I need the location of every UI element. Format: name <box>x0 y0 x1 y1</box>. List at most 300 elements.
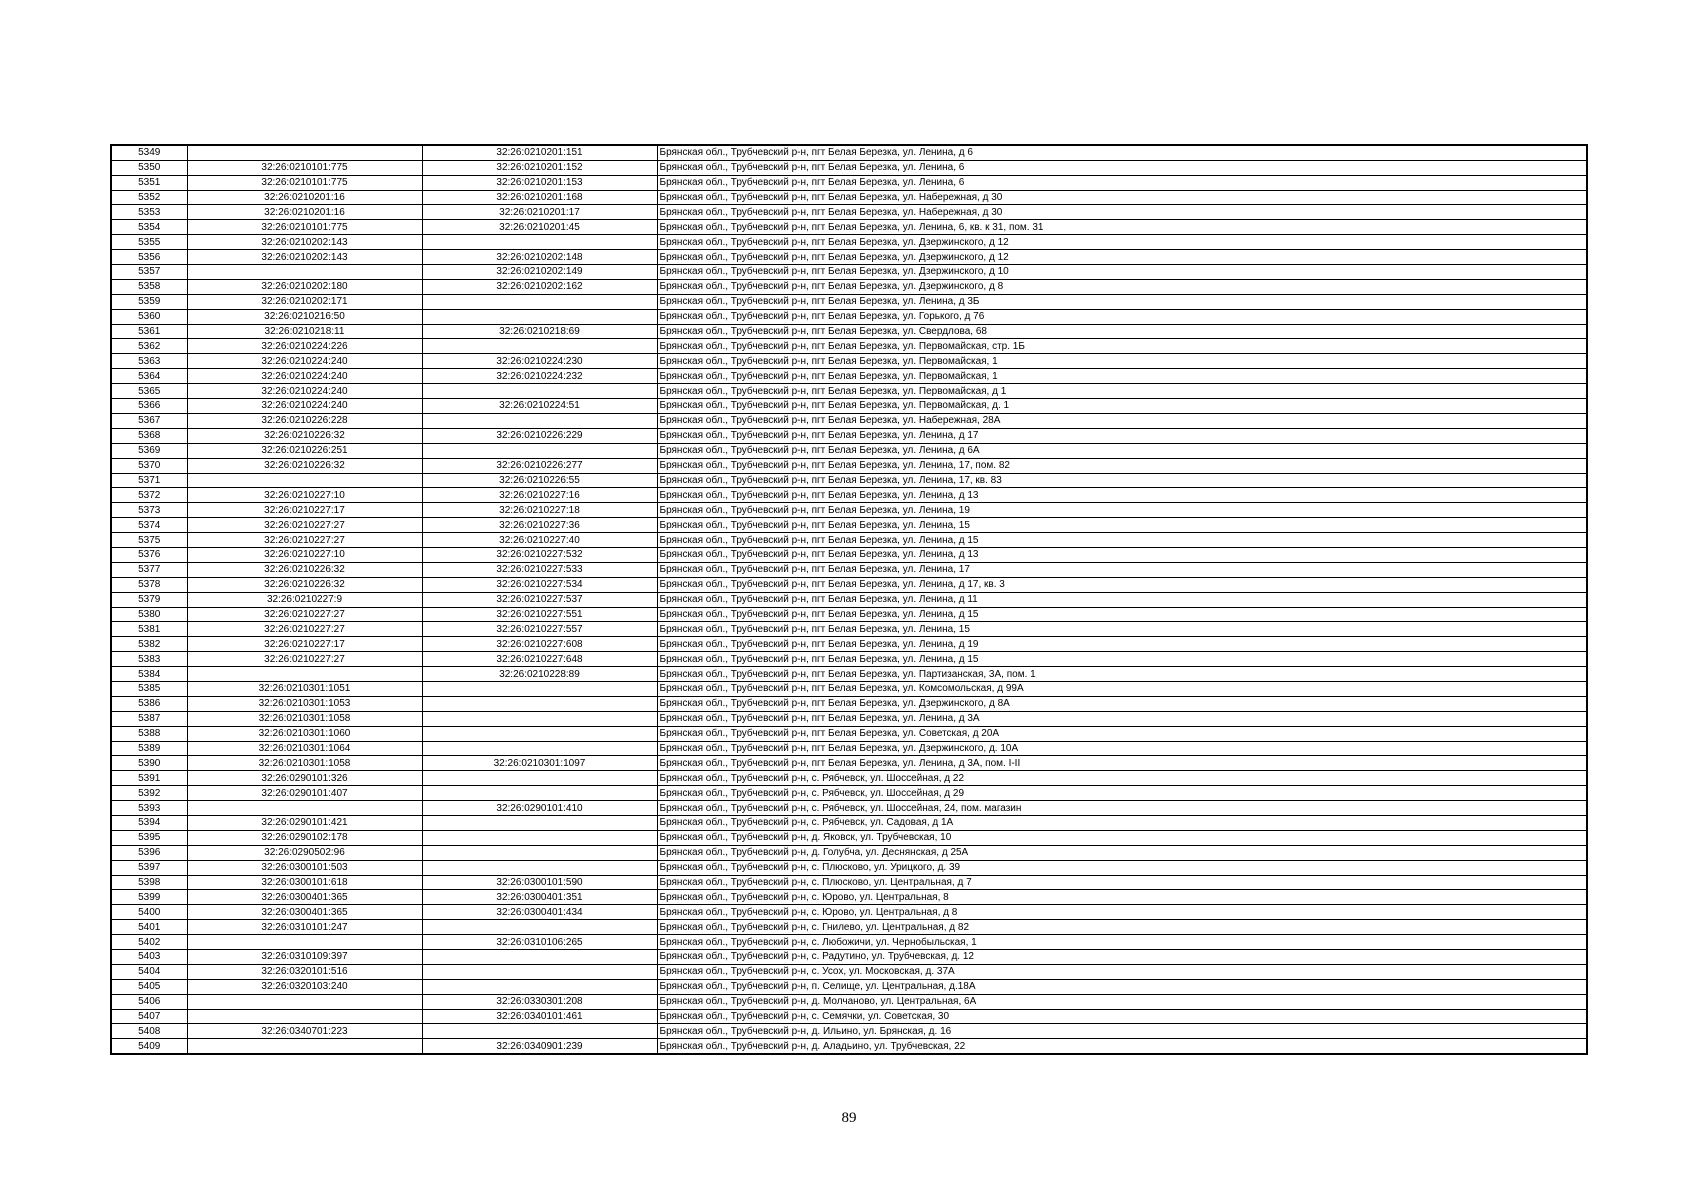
table-row <box>111 860 1587 875</box>
land-cadastral-number-cell: 32:26:0210101:775 <box>187 160 422 175</box>
object-cadastral-number-cell <box>422 830 657 845</box>
object-cadastral-number-cell: 32:26:0210227:534 <box>422 577 657 592</box>
object-cadastral-number-cell <box>422 413 657 428</box>
table-row <box>111 756 1587 771</box>
object-cadastral-number-cell: 32:26:0310106:265 <box>422 935 657 950</box>
object-cadastral-number-cell <box>422 384 657 399</box>
row-number-cell: 5396 <box>111 845 187 860</box>
object-cadastral-number-cell <box>422 294 657 309</box>
object-cadastral-number-cell: 32:26:0210227:551 <box>422 607 657 622</box>
row-number-cell: 5381 <box>111 622 187 637</box>
row-number-cell: 5362 <box>111 339 187 354</box>
row-number-cell: 5358 <box>111 279 187 294</box>
address-cell: Брянская обл., Трубчевский р-н, пгт Белая Березка, ул. Горького, д 76 <box>657 309 1587 324</box>
object-cadastral-number-cell: 32:26:0210228:89 <box>422 667 657 682</box>
address-cell: Брянская обл., Трубчевский р-н, пгт Белая Березка, ул. Набережная, 28А <box>657 413 1587 428</box>
table-row <box>111 607 1587 622</box>
row-number-cell: 5392 <box>111 786 187 801</box>
address-cell: Брянская обл., Трубчевский р-н, пгт Белая Березка, ул. Дзержинского, д 12 <box>657 235 1587 250</box>
row-number-cell: 5372 <box>111 488 187 503</box>
object-cadastral-number-cell: 32:26:0210201:168 <box>422 190 657 205</box>
table-row <box>111 562 1587 577</box>
row-number-cell: 5364 <box>111 369 187 384</box>
row-number-cell: 5377 <box>111 562 187 577</box>
address-cell: Брянская обл., Трубчевский р-н, пгт Белая Березка, ул. Ленина, д 15 <box>657 652 1587 667</box>
object-cadastral-number-cell: 32:26:0210227:532 <box>422 547 657 562</box>
row-number-cell: 5369 <box>111 443 187 458</box>
land-cadastral-number-cell <box>187 473 422 488</box>
row-number-cell: 5365 <box>111 384 187 399</box>
land-cadastral-number-cell: 32:26:0210301:1064 <box>187 741 422 756</box>
table-row <box>111 175 1587 190</box>
object-cadastral-number-cell <box>422 1024 657 1039</box>
object-cadastral-number-cell <box>422 711 657 726</box>
address-cell: Брянская обл., Трубчевский р-н, д. Молчаново, ул. Центральная, 6А <box>657 994 1587 1009</box>
address-cell: Брянская обл., Трубчевский р-н, д. Ильино, ул. Брянская, д. 16 <box>657 1024 1587 1039</box>
table-row <box>111 890 1587 905</box>
table-row <box>111 145 1587 160</box>
row-number-cell: 5354 <box>111 220 187 235</box>
object-cadastral-number-cell: 32:26:0330301:208 <box>422 994 657 1009</box>
land-cadastral-number-cell: 32:26:0210224:240 <box>187 369 422 384</box>
table-row <box>111 265 1587 280</box>
address-cell: Брянская обл., Трубчевский р-н, пгт Белая Березка, ул. Ленина, 6 <box>657 175 1587 190</box>
object-cadastral-number-cell: 32:26:0210226:55 <box>422 473 657 488</box>
table-row <box>111 294 1587 309</box>
table-row <box>111 801 1587 816</box>
object-cadastral-number-cell: 32:26:0210226:229 <box>422 428 657 443</box>
object-cadastral-number-cell <box>422 235 657 250</box>
land-cadastral-number-cell: 32:26:0210227:17 <box>187 503 422 518</box>
table-row <box>111 771 1587 786</box>
land-cadastral-number-cell: 32:26:0300401:365 <box>187 890 422 905</box>
object-cadastral-number-cell: 32:26:0210226:277 <box>422 458 657 473</box>
address-cell: Брянская обл., Трубчевский р-н, д. Аладьино, ул. Трубчевская, 22 <box>657 1039 1587 1054</box>
table-row <box>111 786 1587 801</box>
land-cadastral-number-cell <box>187 801 422 816</box>
object-cadastral-number-cell: 32:26:0210227:557 <box>422 622 657 637</box>
address-cell: Брянская обл., Трубчевский р-н, д. Яковск, ул. Трубчевская, 10 <box>657 830 1587 845</box>
land-cadastral-number-cell: 32:26:0210224:226 <box>187 339 422 354</box>
table-row <box>111 979 1587 994</box>
object-cadastral-number-cell: 32:26:0290101:410 <box>422 801 657 816</box>
address-cell: Брянская обл., Трубчевский р-н, пгт Белая Березка, ул. Ленина, 6 <box>657 160 1587 175</box>
land-cadastral-number-cell: 32:26:0210218:11 <box>187 324 422 339</box>
table-row <box>111 547 1587 562</box>
table-row <box>111 726 1587 741</box>
table-row <box>111 428 1587 443</box>
land-cadastral-number-cell: 32:26:0210226:251 <box>187 443 422 458</box>
row-number-cell: 5357 <box>111 265 187 280</box>
address-cell: Брянская обл., Трубчевский р-н, с. Плюсково, ул. Урицкого, д. 39 <box>657 860 1587 875</box>
object-cadastral-number-cell: 32:26:0210227:36 <box>422 518 657 533</box>
object-cadastral-number-cell: 32:26:0210202:149 <box>422 265 657 280</box>
land-cadastral-number-cell: 32:26:0300101:618 <box>187 875 422 890</box>
row-number-cell: 5408 <box>111 1024 187 1039</box>
address-cell: Брянская обл., Трубчевский р-н, пгт Белая Березка, ул. Первомайская, 1 <box>657 354 1587 369</box>
address-cell: Брянская обл., Трубчевский р-н, пгт Белая Березка, ул. Набережная, д 30 <box>657 205 1587 220</box>
land-cadastral-number-cell: 32:26:0210226:32 <box>187 428 422 443</box>
table-row <box>111 920 1587 935</box>
row-number-cell: 5386 <box>111 696 187 711</box>
object-cadastral-number-cell: 32:26:0210201:153 <box>422 175 657 190</box>
land-cadastral-number-cell: 32:26:0290101:421 <box>187 815 422 830</box>
row-number-cell: 5398 <box>111 875 187 890</box>
address-cell: Брянская обл., Трубчевский р-н, п. Селище, ул. Центральная, д.18А <box>657 979 1587 994</box>
table-row <box>111 815 1587 830</box>
object-cadastral-number-cell <box>422 979 657 994</box>
land-cadastral-number-cell <box>187 667 422 682</box>
address-cell: Брянская обл., Трубчевский р-н, пгт Белая Березка, ул. Ленина, д 15 <box>657 533 1587 548</box>
table-row <box>111 994 1587 1009</box>
land-cadastral-number-cell: 32:26:0210227:17 <box>187 637 422 652</box>
land-cadastral-number-cell: 32:26:0210101:775 <box>187 175 422 190</box>
row-number-cell: 5384 <box>111 667 187 682</box>
land-cadastral-number-cell: 32:26:0210227:10 <box>187 547 422 562</box>
address-cell: Брянская обл., Трубчевский р-н, пгт Белая Березка, ул. Партизанская, 3А, пом. 1 <box>657 667 1587 682</box>
object-cadastral-number-cell <box>422 771 657 786</box>
row-number-cell: 5359 <box>111 294 187 309</box>
object-cadastral-number-cell <box>422 860 657 875</box>
object-cadastral-number-cell: 32:26:0210224:232 <box>422 369 657 384</box>
land-cadastral-number-cell <box>187 935 422 950</box>
table-row <box>111 905 1587 920</box>
table-row <box>111 845 1587 860</box>
object-cadastral-number-cell <box>422 964 657 979</box>
land-cadastral-number-cell: 32:26:0210226:228 <box>187 413 422 428</box>
object-cadastral-number-cell: 32:26:0210224:51 <box>422 399 657 414</box>
row-number-cell: 5378 <box>111 577 187 592</box>
object-cadastral-number-cell <box>422 741 657 756</box>
address-cell: Брянская обл., Трубчевский р-н, с. Рябчевск, ул. Садовая, д 1А <box>657 815 1587 830</box>
table-row <box>111 964 1587 979</box>
land-cadastral-number-cell: 32:26:0210301:1053 <box>187 696 422 711</box>
object-cadastral-number-cell: 32:26:0300101:590 <box>422 875 657 890</box>
row-number-cell: 5399 <box>111 890 187 905</box>
row-number-cell: 5388 <box>111 726 187 741</box>
land-cadastral-number-cell: 32:26:0210101:775 <box>187 220 422 235</box>
table-row <box>111 309 1587 324</box>
object-cadastral-number-cell: 32:26:0210227:537 <box>422 592 657 607</box>
address-cell: Брянская обл., Трубчевский р-н, с. Плюсково, ул. Центральная, д 7 <box>657 875 1587 890</box>
object-cadastral-number-cell: 32:26:0210227:18 <box>422 503 657 518</box>
row-number-cell: 5394 <box>111 815 187 830</box>
object-cadastral-number-cell: 32:26:0340901:239 <box>422 1039 657 1054</box>
row-number-cell: 5380 <box>111 607 187 622</box>
table-row <box>111 473 1587 488</box>
address-cell: Брянская обл., Трубчевский р-н, пгт Белая Березка, ул. Ленина, д 3А <box>657 711 1587 726</box>
row-number-cell: 5387 <box>111 711 187 726</box>
row-number-cell: 5360 <box>111 309 187 324</box>
address-cell: Брянская обл., Трубчевский р-н, пгт Белая Березка, ул. Набережная, д 30 <box>657 190 1587 205</box>
address-cell: Брянская обл., Трубчевский р-н, пгт Белая Березка, ул. Дзержинского, д 8А <box>657 696 1587 711</box>
table-row <box>111 741 1587 756</box>
table-row <box>111 160 1587 175</box>
object-cadastral-number-cell: 32:26:0210227:608 <box>422 637 657 652</box>
table-row <box>111 324 1587 339</box>
row-number-cell: 5351 <box>111 175 187 190</box>
address-cell: Брянская обл., Трубчевский р-н, пгт Белая Березка, ул. Ленина, д 3А, пом. I-II <box>657 756 1587 771</box>
row-number-cell: 5352 <box>111 190 187 205</box>
row-number-cell: 5363 <box>111 354 187 369</box>
table-row <box>111 235 1587 250</box>
row-number-cell: 5404 <box>111 964 187 979</box>
land-cadastral-number-cell <box>187 994 422 1009</box>
land-cadastral-number-cell: 32:26:0210202:143 <box>187 235 422 250</box>
land-cadastral-number-cell: 32:26:0300101:503 <box>187 860 422 875</box>
row-number-cell: 5402 <box>111 935 187 950</box>
land-cadastral-number-cell: 32:26:0210202:171 <box>187 294 422 309</box>
address-cell: Брянская обл., Трубчевский р-н, пгт Белая Березка, ул. Советская, д 20А <box>657 726 1587 741</box>
property-registry-table <box>110 144 1588 1055</box>
address-cell: Брянская обл., Трубчевский р-н, с. Радутино, ул. Трубчевская, д. 12 <box>657 950 1587 965</box>
table-body <box>111 145 1587 1054</box>
row-number-cell: 5373 <box>111 503 187 518</box>
table-row <box>111 622 1587 637</box>
address-cell: Брянская обл., Трубчевский р-н, с. Семячки, ул. Советская, 30 <box>657 1009 1587 1024</box>
land-cadastral-number-cell: 32:26:0210224:240 <box>187 354 422 369</box>
address-cell: Брянская обл., Трубчевский р-н, пгт Белая Березка, ул. Ленина, д 11 <box>657 592 1587 607</box>
table-row <box>111 1039 1587 1054</box>
address-cell: Брянская обл., Трубчевский р-н, пгт Белая Березка, ул. Первомайская, д. 1 <box>657 399 1587 414</box>
object-cadastral-number-cell: 32:26:0300401:434 <box>422 905 657 920</box>
table-row <box>111 1009 1587 1024</box>
row-number-cell: 5409 <box>111 1039 187 1054</box>
object-cadastral-number-cell <box>422 696 657 711</box>
address-cell: Брянская обл., Трубчевский р-н, пгт Белая Березка, ул. Ленина, 6, кв. к 31, пом. 31 <box>657 220 1587 235</box>
row-number-cell: 5390 <box>111 756 187 771</box>
address-cell: Брянская обл., Трубчевский р-н, пгт Белая Березка, ул. Ленина, д 3Б <box>657 294 1587 309</box>
table-row <box>111 577 1587 592</box>
land-cadastral-number-cell: 32:26:0210227:27 <box>187 622 422 637</box>
land-cadastral-number-cell: 32:26:0310101:247 <box>187 920 422 935</box>
object-cadastral-number-cell <box>422 309 657 324</box>
table-row <box>111 681 1587 696</box>
object-cadastral-number-cell: 32:26:0210227:533 <box>422 562 657 577</box>
object-cadastral-number-cell <box>422 443 657 458</box>
address-cell: Брянская обл., Трубчевский р-н, пгт Белая Березка, ул. Ленина, д 6 <box>657 145 1587 160</box>
address-cell: Брянская обл., Трубчевский р-н, с. Юрово, ул. Центральная, 8 <box>657 890 1587 905</box>
land-cadastral-number-cell: 32:26:0210224:240 <box>187 399 422 414</box>
land-cadastral-number-cell: 32:26:0210216:50 <box>187 309 422 324</box>
row-number-cell: 5382 <box>111 637 187 652</box>
table-row <box>111 443 1587 458</box>
land-cadastral-number-cell: 32:26:0210226:32 <box>187 458 422 473</box>
address-cell: Брянская обл., Трубчевский р-н, пгт Белая Березка, ул. Дзержинского, д 8 <box>657 279 1587 294</box>
land-cadastral-number-cell: 32:26:0290101:326 <box>187 771 422 786</box>
address-cell: Брянская обл., Трубчевский р-н, с. Юрово, ул. Центральная, д 8 <box>657 905 1587 920</box>
row-number-cell: 5393 <box>111 801 187 816</box>
table-row <box>111 413 1587 428</box>
table-row <box>111 875 1587 890</box>
address-cell: Брянская обл., Трубчевский р-н, пгт Белая Березка, ул. Ленина, д 17 <box>657 428 1587 443</box>
row-number-cell: 5389 <box>111 741 187 756</box>
address-cell: Брянская обл., Трубчевский р-н, пгт Белая Березка, ул. Ленина, 15 <box>657 622 1587 637</box>
land-cadastral-number-cell: 32:26:0210301:1051 <box>187 681 422 696</box>
table-row <box>111 279 1587 294</box>
object-cadastral-number-cell <box>422 950 657 965</box>
land-cadastral-number-cell: 32:26:0210227:27 <box>187 533 422 548</box>
address-cell: Брянская обл., Трубчевский р-н, пгт Белая Березка, ул. Ленина, 17, пом. 82 <box>657 458 1587 473</box>
land-cadastral-number-cell <box>187 265 422 280</box>
address-cell: Брянская обл., Трубчевский р-н, пгт Белая Березка, ул. Дзержинского, д 12 <box>657 250 1587 265</box>
land-cadastral-number-cell: 32:26:0320101:516 <box>187 964 422 979</box>
row-number-cell: 5376 <box>111 547 187 562</box>
row-number-cell: 5385 <box>111 681 187 696</box>
row-number-cell: 5371 <box>111 473 187 488</box>
land-cadastral-number-cell: 32:26:0210227:27 <box>187 607 422 622</box>
object-cadastral-number-cell: 32:26:0210227:16 <box>422 488 657 503</box>
address-cell: Брянская обл., Трубчевский р-н, пгт Белая Березка, ул. Ленина, д 13 <box>657 547 1587 562</box>
land-cadastral-number-cell: 32:26:0210301:1058 <box>187 711 422 726</box>
land-cadastral-number-cell: 32:26:0210201:16 <box>187 205 422 220</box>
table-row <box>111 384 1587 399</box>
land-cadastral-number-cell: 32:26:0290102:178 <box>187 830 422 845</box>
row-number-cell: 5383 <box>111 652 187 667</box>
table-row <box>111 503 1587 518</box>
table-row <box>111 488 1587 503</box>
row-number-cell: 5391 <box>111 771 187 786</box>
address-cell: Брянская обл., Трубчевский р-н, пгт Белая Березка, ул. Ленина, 17, кв. 83 <box>657 473 1587 488</box>
object-cadastral-number-cell: 32:26:0340101:461 <box>422 1009 657 1024</box>
table-row <box>111 399 1587 414</box>
land-cadastral-number-cell: 32:26:0210226:32 <box>187 577 422 592</box>
object-cadastral-number-cell: 32:26:0210227:40 <box>422 533 657 548</box>
row-number-cell: 5401 <box>111 920 187 935</box>
object-cadastral-number-cell <box>422 726 657 741</box>
land-cadastral-number-cell <box>187 1009 422 1024</box>
row-number-cell: 5355 <box>111 235 187 250</box>
table-row <box>111 369 1587 384</box>
row-number-cell: 5375 <box>111 533 187 548</box>
row-number-cell: 5379 <box>111 592 187 607</box>
address-cell: Брянская обл., Трубчевский р-н, с. Любожичи, ул. Чернобыльская, 1 <box>657 935 1587 950</box>
land-cadastral-number-cell: 32:26:0210201:16 <box>187 190 422 205</box>
table-row <box>111 220 1587 235</box>
land-cadastral-number-cell: 32:26:0210301:1058 <box>187 756 422 771</box>
address-cell: Брянская обл., Трубчевский р-н, пгт Белая Березка, ул. Ленина, д 13 <box>657 488 1587 503</box>
table-row <box>111 354 1587 369</box>
address-cell: Брянская обл., Трубчевский р-н, с. Рябчевск, ул. Шоссейная, 24, пом. магазин <box>657 801 1587 816</box>
land-cadastral-number-cell: 32:26:0210227:10 <box>187 488 422 503</box>
row-number-cell: 5395 <box>111 830 187 845</box>
address-cell: Брянская обл., Трубчевский р-н, пгт Белая Березка, ул. Ленина, д 6А <box>657 443 1587 458</box>
object-cadastral-number-cell <box>422 845 657 860</box>
address-cell: Брянская обл., Трубчевский р-н, с. Рябчевск, ул. Шоссейная, д 22 <box>657 771 1587 786</box>
land-cadastral-number-cell: 32:26:0210227:9 <box>187 592 422 607</box>
land-cadastral-number-cell: 32:26:0300401:365 <box>187 905 422 920</box>
address-cell: Брянская обл., Трубчевский р-н, пгт Белая Березка, ул. Ленина, 19 <box>657 503 1587 518</box>
object-cadastral-number-cell: 32:26:0210201:17 <box>422 205 657 220</box>
address-cell: Брянская обл., Трубчевский р-н, с. Гнилево, ул. Центральная, д 82 <box>657 920 1587 935</box>
row-number-cell: 5370 <box>111 458 187 473</box>
object-cadastral-number-cell <box>422 815 657 830</box>
object-cadastral-number-cell: 32:26:0210201:45 <box>422 220 657 235</box>
table-row <box>111 652 1587 667</box>
land-cadastral-number-cell: 32:26:0210224:240 <box>187 384 422 399</box>
object-cadastral-number-cell: 32:26:0210202:148 <box>422 250 657 265</box>
table-row <box>111 711 1587 726</box>
table-row <box>111 190 1587 205</box>
address-cell: Брянская обл., Трубчевский р-н, пгт Белая Березка, ул. Первомайская, стр. 1Б <box>657 339 1587 354</box>
land-cadastral-number-cell: 32:26:0210301:1060 <box>187 726 422 741</box>
address-cell: Брянская обл., Трубчевский р-н, пгт Белая Березка, ул. Первомайская, 1 <box>657 369 1587 384</box>
table-row <box>111 205 1587 220</box>
row-number-cell: 5356 <box>111 250 187 265</box>
land-cadastral-number-cell: 32:26:0340701:223 <box>187 1024 422 1039</box>
address-cell: Брянская обл., Трубчевский р-н, пгт Белая Березка, ул. Дзержинского, д 10 <box>657 265 1587 280</box>
table-row <box>111 339 1587 354</box>
object-cadastral-number-cell: 32:26:0210224:230 <box>422 354 657 369</box>
land-cadastral-number-cell: 32:26:0210202:180 <box>187 279 422 294</box>
land-cadastral-number-cell: 32:26:0210226:32 <box>187 562 422 577</box>
object-cadastral-number-cell <box>422 786 657 801</box>
address-cell: Брянская обл., Трубчевский р-н, пгт Белая Березка, ул. Ленина, 17 <box>657 562 1587 577</box>
page-number: 89 <box>841 1110 857 1126</box>
row-number-cell: 5403 <box>111 950 187 965</box>
row-number-cell: 5353 <box>111 205 187 220</box>
object-cadastral-number-cell: 32:26:0210201:151 <box>422 145 657 160</box>
row-number-cell: 5407 <box>111 1009 187 1024</box>
table-row <box>111 696 1587 711</box>
row-number-cell: 5406 <box>111 994 187 1009</box>
table-row <box>111 667 1587 682</box>
object-cadastral-number-cell: 32:26:0300401:351 <box>422 890 657 905</box>
address-cell: Брянская обл., Трубчевский р-н, пгт Белая Березка, ул. Ленина, д 17, кв. 3 <box>657 577 1587 592</box>
table-row <box>111 250 1587 265</box>
address-cell: Брянская обл., Трубчевский р-н, пгт Белая Березка, ул. Свердлова, 68 <box>657 324 1587 339</box>
address-cell: Брянская обл., Трубчевский р-н, д. Голубча, ул. Деснянская, д 25А <box>657 845 1587 860</box>
row-number-cell: 5368 <box>111 428 187 443</box>
table-row <box>111 533 1587 548</box>
row-number-cell: 5405 <box>111 979 187 994</box>
table-row <box>111 637 1587 652</box>
land-cadastral-number-cell <box>187 145 422 160</box>
table-row <box>111 1024 1587 1039</box>
land-cadastral-number-cell: 32:26:0210227:27 <box>187 652 422 667</box>
row-number-cell: 5397 <box>111 860 187 875</box>
address-cell: Брянская обл., Трубчевский р-н, с. Усох, ул. Московская, д. 37А <box>657 964 1587 979</box>
address-cell: Брянская обл., Трубчевский р-н, пгт Белая Березка, ул. Ленина, д 15 <box>657 607 1587 622</box>
row-number-cell: 5349 <box>111 145 187 160</box>
row-number-cell: 5374 <box>111 518 187 533</box>
table-row <box>111 935 1587 950</box>
land-cadastral-number-cell: 32:26:0320103:240 <box>187 979 422 994</box>
land-cadastral-number-cell: 32:26:0210202:143 <box>187 250 422 265</box>
land-cadastral-number-cell: 32:26:0310109:397 <box>187 950 422 965</box>
object-cadastral-number-cell: 32:26:0210218:69 <box>422 324 657 339</box>
address-cell: Брянская обл., Трубчевский р-н, пгт Белая Березка, ул. Первомайская, д 1 <box>657 384 1587 399</box>
table-row <box>111 950 1587 965</box>
land-cadastral-number-cell <box>187 1039 422 1054</box>
address-cell: Брянская обл., Трубчевский р-н, пгт Белая Березка, ул. Дзержинского, д. 10А <box>657 741 1587 756</box>
table-row <box>111 592 1587 607</box>
table-row <box>111 518 1587 533</box>
object-cadastral-number-cell <box>422 339 657 354</box>
row-number-cell: 5350 <box>111 160 187 175</box>
table-row <box>111 830 1587 845</box>
row-number-cell: 5367 <box>111 413 187 428</box>
object-cadastral-number-cell: 32:26:0210227:648 <box>422 652 657 667</box>
table-row <box>111 458 1587 473</box>
object-cadastral-number-cell <box>422 681 657 696</box>
land-cadastral-number-cell: 32:26:0290502:96 <box>187 845 422 860</box>
object-cadastral-number-cell: 32:26:0210202:162 <box>422 279 657 294</box>
object-cadastral-number-cell: 32:26:0210301:1097 <box>422 756 657 771</box>
object-cadastral-number-cell: 32:26:0210201:152 <box>422 160 657 175</box>
address-cell: Брянская обл., Трубчевский р-н, пгт Белая Березка, ул. Ленина, д 19 <box>657 637 1587 652</box>
address-cell: Брянская обл., Трубчевский р-н, пгт Белая Березка, ул. Комсомольская, д 99А <box>657 681 1587 696</box>
